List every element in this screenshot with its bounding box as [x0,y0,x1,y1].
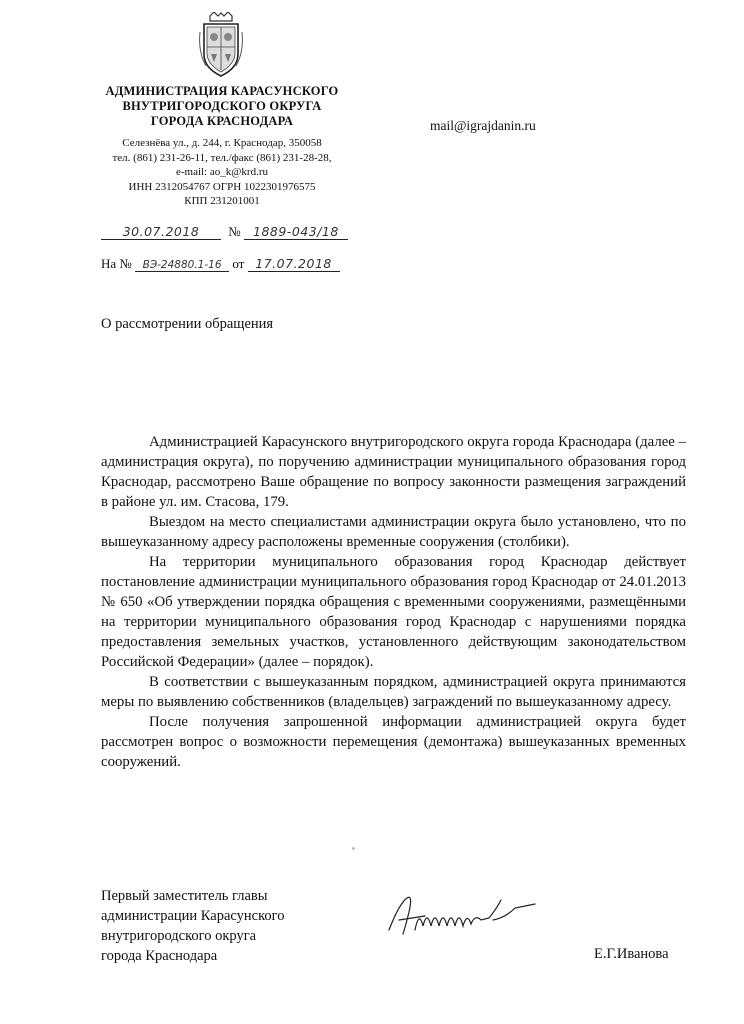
recipient-email: mail@igrajdanin.ru [430,118,536,133]
body-paragraph: На территории муниципального образования город Краснодар действует постановление администрации муниципального образования город Краснодар от 24.01.2013 № 650 «Об утверждении порядка обращения с временными сооружениями, размещёнными на территории муниципального образования город Краснодар с нарушениями порядка предоставления земельных участков, установленного действующим законодательством Российской Федерации» (далее – порядок). [101,554,686,670]
registration-line [101,224,348,240]
coat-of-arms-emblem [198,12,244,78]
inn-ogrn-line: ИНН 2312054767 ОГРН 1022301976575 [128,180,316,193]
letter-subject: О рассмотрении обращения [101,316,274,332]
signatory-name: Е.Г.Иванова [594,946,669,962]
org-line-1: АДМИНИСТРАЦИЯ КАРАСУНСКОГО [105,84,339,98]
registration-number: 1889-043/18 [244,224,348,240]
signatory-position [101,886,285,966]
body-paragraph: Выездом на место специалистами администрации округа было установлено, что по вышеуказанному адресу расположены временные сооружения (столбики). [101,514,686,550]
address-line: Селезнёва ул., д. 244, г. Краснодар, 350058 [122,137,322,149]
letter-body [101,432,686,772]
registration-date: 30.07.2018 [101,224,221,240]
organization-name [92,84,352,129]
reference-from-label: от [232,256,245,271]
reference-number: ВЭ-24880.1-16 [135,259,229,272]
position-line: города Краснодара [101,948,218,964]
email-line: e-mail: ao_k@krd.ru [176,166,268,178]
phone-line: тел. (861) 231-26-11, тел./факс (861) 231-28-28, [112,151,332,164]
kpp-line: КПП 231201001 [184,195,260,207]
position-line: Первый заместитель главы [101,888,268,904]
body-paragraph: После получения запрошенной информации администрацией округа будет рассмотрен вопрос о возможности перемещения (демонтажа) вышеуказанных временных сооружений. [101,714,686,770]
organization-contacts [92,136,352,209]
body-paragraph: В соответствии с вышеуказанным порядком, администрацией округа принимаются меры по выявлению собственников (владельцев) заграждений по вышеуказанному адресу. [101,674,686,710]
position-line: администрации Карасунского [101,908,285,924]
position-line: внутригородского округа [101,928,257,944]
reference-label: На № [101,256,132,271]
reference-date: 17.07.2018 [248,256,340,272]
org-line-2: ВНУТРИГОРОДСКОГО ОКРУГА [122,99,322,113]
registration-number-label: № [228,224,241,239]
scan-speck [352,847,355,850]
reference-line [101,256,340,272]
handwritten-signature [385,890,545,942]
body-paragraph: Администрацией Карасунского внутригородского округа города Краснодара (далее – администрация округа), по поручению администрации муниципального образования город Краснодар, рассмотрено Ваше обращение по вопросу законности размещения заграждений в районе ул. им. Стасова, 179. [101,434,686,510]
org-line-3: ГОРОДА КРАСНОДАРА [150,114,294,128]
